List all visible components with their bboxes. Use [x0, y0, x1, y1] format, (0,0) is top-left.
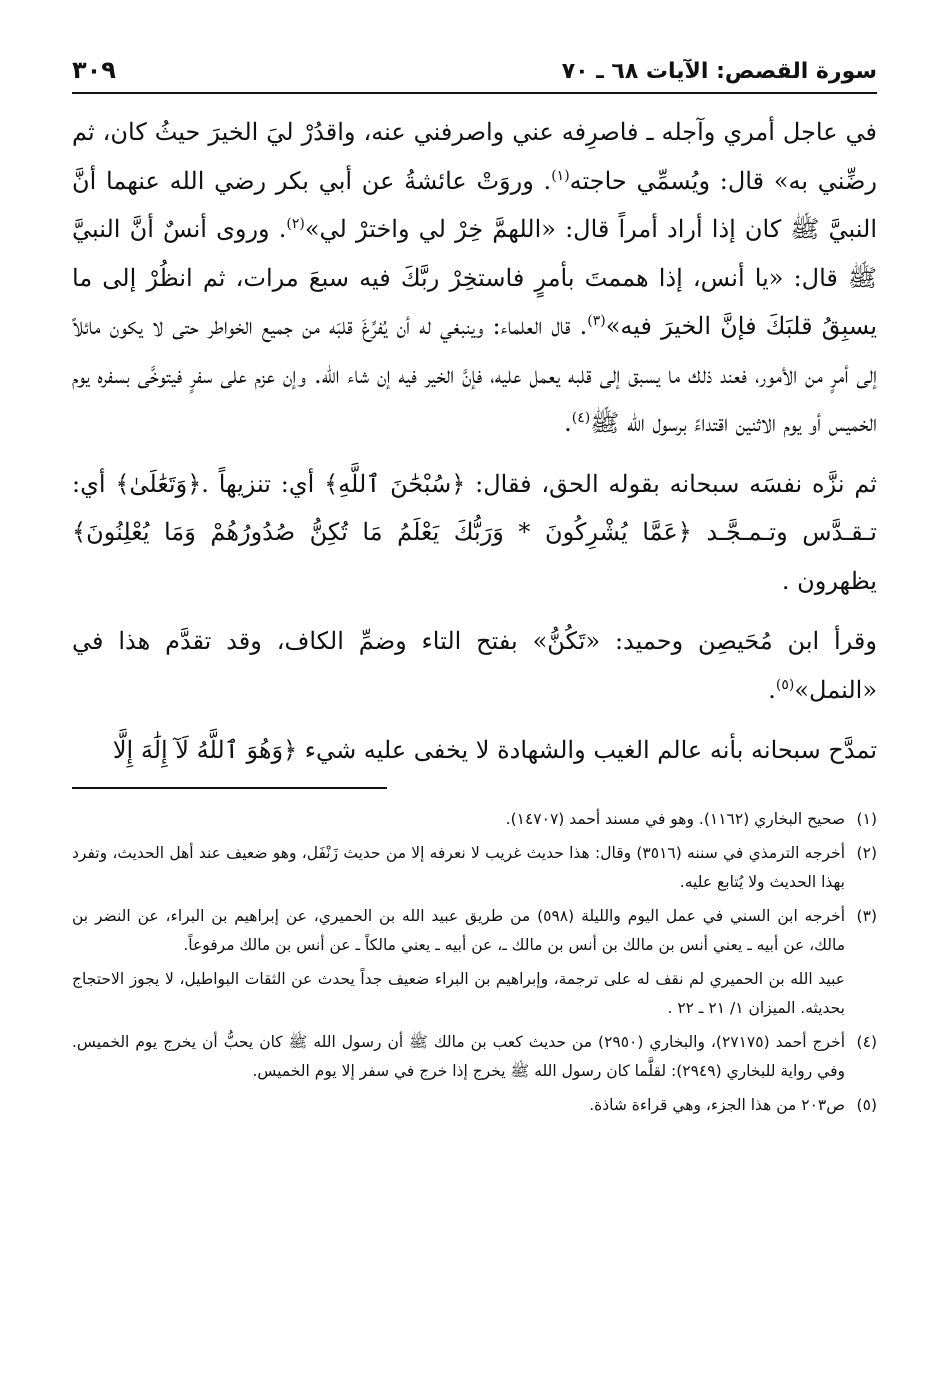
- footnote-3: [72, 902, 877, 959]
- footnote-4: [72, 1028, 877, 1085]
- footnote-text: عبيد الله بن الحميري لم نقف له على ترجمة، وإبراهيم بن البراء ضعيف جداً يحدث عن الثقات البواطيل، لا يجوز الاحتجاج بحديثه. الميزان ١/ ٢١ ـ ٢٢ .: [72, 970, 845, 1017]
- footnote-text: أخرج أحمد (٢٧١٧٥)، والبخاري (٢٩٥٠) من حديث كعب بن مالك ﷺ أن رسول الله ﷺ كان يحبُّ أن يخرج يوم الخميس. وفي رواية للبخاري (٢٩٤٩): لقلَّما كان رسول الله ﷺ يخرج إذا خرج في سفر إلا يوم الخميس.: [72, 1033, 846, 1080]
- paragraph-1-text-e: .: [564, 409, 572, 437]
- running-header: [72, 56, 877, 94]
- footnote-divider: [72, 787, 387, 789]
- paragraph-1-text-a: في عاجل أمري وآجله ـ فاصرِفه عني واصرفني عنه، واقدُرْ ليَ الخيرَ حيثُ كان، ثم رضِّني به» قال: ويُسمِّي حاجته: [72, 118, 878, 195]
- footnote-ref-2[interactable]: (٢): [286, 216, 305, 232]
- footnote-ref-1[interactable]: (١): [551, 167, 570, 184]
- footnote-number: (٢): [856, 844, 877, 862]
- footnote-ref-4[interactable]: (٤): [571, 410, 591, 426]
- footnote-2: [72, 839, 877, 896]
- paragraph-2: ثم نزَّه نفسَه سبحانه بقوله الحق، فقال: ﴿سُبْحَٰنَ ٱللَّهِ﴾ أي: تنزيهاً .﴿وَتَعَٰلَىٰ﴾ أي: تـقـدَّس وتـمـجَّـد ﴿عَمَّا يُشْرِكُونَ * وَرَبُّكَ يَعْلَمُ مَا تُكِنُّ صُدُورُهُمْ وَمَا يُعْلِنُونَ﴾ يظهرون .: [72, 469, 877, 595]
- header-title: سورة القصص: الآيات ٦٨ ـ ٧٠: [561, 59, 877, 84]
- footnote-1: [72, 805, 877, 834]
- footnote-number: (٣): [856, 907, 877, 925]
- footnote-ref-3[interactable]: (٣): [587, 313, 606, 329]
- footnotes: [72, 805, 877, 1120]
- paragraph-3-text-b: .: [768, 675, 776, 704]
- main-text: [72, 108, 877, 775]
- page-number: ٣٠٩: [72, 56, 116, 84]
- page: [72, 56, 877, 1126]
- paragraph-1-text-d: . قال العلماء: وينبغي له أن يُفرِّغَ قلبَه من جميع الخواطر حتى لا يكون مائلاً إلى أمرٍ من الأمور، فعند ذلك ما يسبق إلى قلبه يعمل عليه، فإنَّ الخير فيه إن شاء الله. وإن عزم على سفرٍ فيتوخَّى بسفره يوم الخميس أو يوم الاثنين اقتداءً برسول الله ﷺ: [72, 312, 877, 437]
- footnote-number: (١): [856, 809, 877, 828]
- paragraph-1-text-c: . وروى أنسٌ أنَّ النبيَّ ﷺ قال: «يا أنس، إذا هممتَ بأمرٍ فاستخِرْ ربَّكَ فيه سبعَ مرات، ثم انظُرْ إلى ما يسبِقُ قلبَكَ فإنَّ الخيرَ فيه»: [72, 215, 878, 340]
- footnote-text: أخرجه الترمذي في سننه (٣٥١٦) وقال: هذا حديث غريب لا نعرفه إلا من حديث زَنْفَل، وهو ضعيف عند أهل الحديث، وتفرد بهذا الحديث ولا يُتابع عليه.: [72, 844, 845, 891]
- footnote-text: أخرجه ابن السني في عمل اليوم والليلة (٥٩٨) من طريق عبيد الله بن الحميري، عن إبراهيم بن البراء، عن النضر بن مالك، عن أبيه ـ يعني أنس بن مالك بن أنس بن مالك ـ، عن أبيه ـ يعني مالكاً ـ عن أنس بن مالك مرفوعاً.: [72, 907, 845, 954]
- footnote-3-continued: [72, 965, 877, 1022]
- footnote-ref-5[interactable]: (٥): [775, 676, 795, 693]
- paragraph-3: [72, 617, 877, 714]
- paragraph-3-text-a: وقرأ ابن مُحَيصِن وحميد: «تَكُنُّ» بفتح التاء وضمِّ الكاف، وقد تقدَّم هذا في «النمل»: [72, 627, 877, 704]
- footnote-number: (٤): [856, 1033, 877, 1051]
- footnote-text: صحيح البخاري (١١٦٢). وهو في مسند أحمد (١٤٧٠٧).: [505, 809, 845, 828]
- footnote-number: (٥): [856, 1096, 877, 1114]
- paragraph-1: [72, 108, 877, 448]
- footnote-text: ص٢٠٣ من هذا الجزء، وهي قراءة شاذة.: [589, 1096, 845, 1114]
- paragraph-4: تمدَّح سبحانه بأنه عالم الغيب والشهادة لا يخفى عليه شيء ﴿وَهُوَ ٱللَّهُ لَآ إِلَٰهَ إِلَّا: [112, 736, 877, 764]
- footnote-5: [72, 1091, 877, 1120]
- paragraph-1-text-b: . وروَتْ عائشةُ عن أبي بكر رضي الله عنهما أنَّ النبيَّ ﷺ كان إذا أراد أمراً قال: «اللهمَّ خِرْ لي واخترْ لي»: [72, 166, 877, 243]
